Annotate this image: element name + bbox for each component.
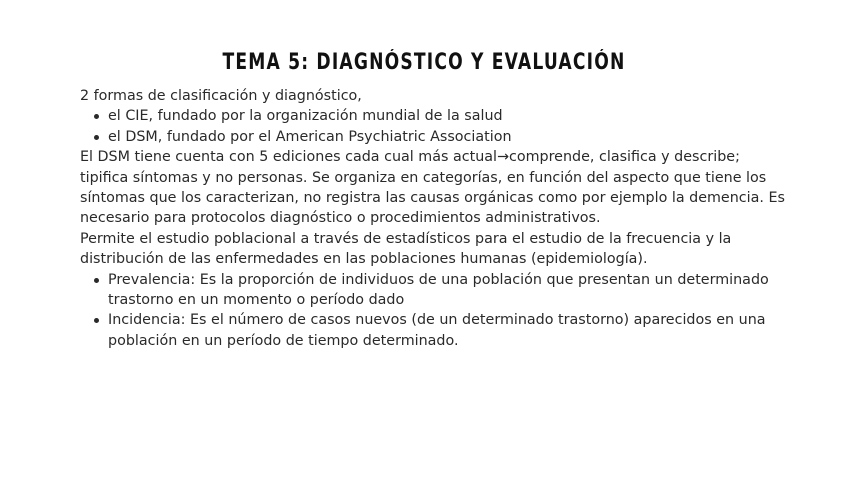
intro-text: 2 formas de clasificación y diagnóstico, xyxy=(80,88,362,104)
epidemiology-paragraph: Permite el estudio poblacional a través de estadísticos para el estudio de la frecuencia y la distribución de las enfermedades en las poblaciones humanas (epidemiología). xyxy=(80,230,732,268)
slide-body xyxy=(80,86,790,351)
list-item-prevalencia: Prevalencia: Es la proporción de individuos de una población que presentan un determinado trastorno en un momento o período dado xyxy=(108,270,790,311)
list-item-incidencia: Incidencia: Es el número de casos nuevos (de un determinado trastorno) aparecidos en una población en un período de tiempo determinado. xyxy=(108,310,790,351)
epidemiology-list xyxy=(80,270,790,352)
dsm-paragraph: El DSM tiene cuenta con 5 ediciones cada cual más actual→comprende, clasifica y describe; tipifica síntomas y no personas. Se organiza en categorías, en función del aspecto que tiene los síntomas que los caracterizan, no registra las causas orgánicas como por ejemplo la demencia. Es necesario para protocolos diagnóstico o procedimientos administrativos. xyxy=(80,149,785,227)
slide-title: TEMA 5: DIAGNÓSTICO Y EVALUACIÓN xyxy=(222,50,626,75)
list-item-dsm: el DSM, fundado por el American Psychiatric Association xyxy=(108,127,790,147)
list-item-cie: el CIE, fundado por la organización mundial de la salud xyxy=(108,106,790,126)
classification-list xyxy=(80,106,790,147)
